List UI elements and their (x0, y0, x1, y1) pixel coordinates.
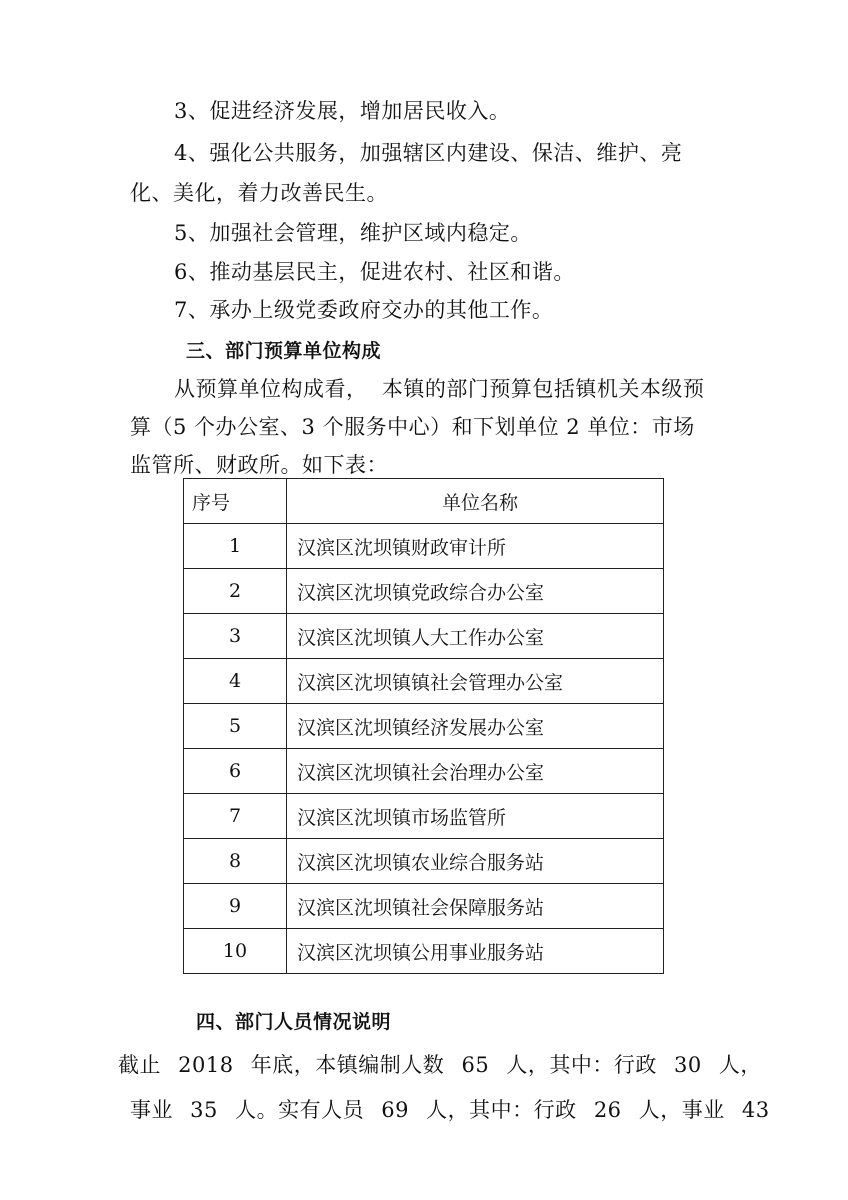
table-row (184, 569, 664, 614)
duty-item-3: 3、促进经济发展，增加居民收入。 (174, 99, 511, 123)
budget-units-paragraph-line-2: 算（5 个办公室、3 个服务中心）和下划单位 2 单位：市场 (130, 415, 695, 439)
table-row (184, 929, 664, 974)
row-number: 8 (184, 839, 287, 884)
row-unit-name: 汉滨区沈坝镇市场监管所 (287, 794, 664, 839)
section-heading-staff: 四、部门人员情况说明 (196, 1011, 392, 1033)
staff-paragraph-line-2: 事业 35 人。实有人员 69 人，其中：行政 26 人，事业 43 (130, 1098, 770, 1122)
table-row (184, 884, 664, 929)
duty-item-4-continued: 化、美化，着力改善民生。 (130, 181, 388, 205)
column-header-number: 序号 (184, 479, 287, 524)
budget-units-paragraph-line-3: 监管所、财政所。如下表： (130, 453, 388, 477)
table-row (184, 614, 664, 659)
row-number: 10 (184, 929, 287, 974)
row-number: 1 (184, 524, 287, 569)
table-header-row (184, 479, 664, 524)
table-row (184, 659, 664, 704)
table-row (184, 704, 664, 749)
budget-units-paragraph-line-1: 从预算单位构成看， 本镇的部门预算包括镇机关本级预 (174, 377, 705, 401)
row-number: 6 (184, 749, 287, 794)
row-number: 4 (184, 659, 287, 704)
row-number: 3 (184, 614, 287, 659)
row-unit-name: 汉滨区沈坝镇公用事业服务站 (287, 929, 664, 974)
budget-units-table (183, 478, 664, 974)
duty-item-4: 4、强化公共服务，加强辖区内建设、保洁、维护、亮 (174, 141, 683, 165)
row-unit-name: 汉滨区沈坝镇党政综合办公室 (287, 569, 664, 614)
table-row (184, 524, 664, 569)
row-number: 2 (184, 569, 287, 614)
row-unit-name: 汉滨区沈坝镇镇社会管理办公室 (287, 659, 664, 704)
duty-item-5: 5、加强社会管理，维护区域内稳定。 (174, 221, 532, 245)
row-number: 9 (184, 884, 287, 929)
staff-paragraph-line-1: 截止 2018 年底，本镇编制人数 65 人，其中：行政 30 人， (118, 1053, 762, 1077)
row-number: 7 (184, 794, 287, 839)
duty-item-7: 7、承办上级党委政府交办的其他工作。 (174, 298, 554, 322)
table-row (184, 839, 664, 884)
row-number: 5 (184, 704, 287, 749)
row-unit-name: 汉滨区沈坝镇经济发展办公室 (287, 704, 664, 749)
row-unit-name: 汉滨区沈坝镇社会保障服务站 (287, 884, 664, 929)
row-unit-name: 汉滨区沈坝镇财政审计所 (287, 524, 664, 569)
section-heading-budget-units: 三、部门预算单位构成 (186, 340, 382, 362)
row-unit-name: 汉滨区沈坝镇人大工作办公室 (287, 614, 664, 659)
column-header-unit-name: 单位名称 (287, 479, 664, 524)
table-row (184, 749, 664, 794)
duty-item-6: 6、推动基层民主，促进农村、社区和谐。 (174, 260, 575, 284)
row-unit-name: 汉滨区沈坝镇农业综合服务站 (287, 839, 664, 884)
table-row (184, 794, 664, 839)
row-unit-name: 汉滨区沈坝镇社会治理办公室 (287, 749, 664, 794)
